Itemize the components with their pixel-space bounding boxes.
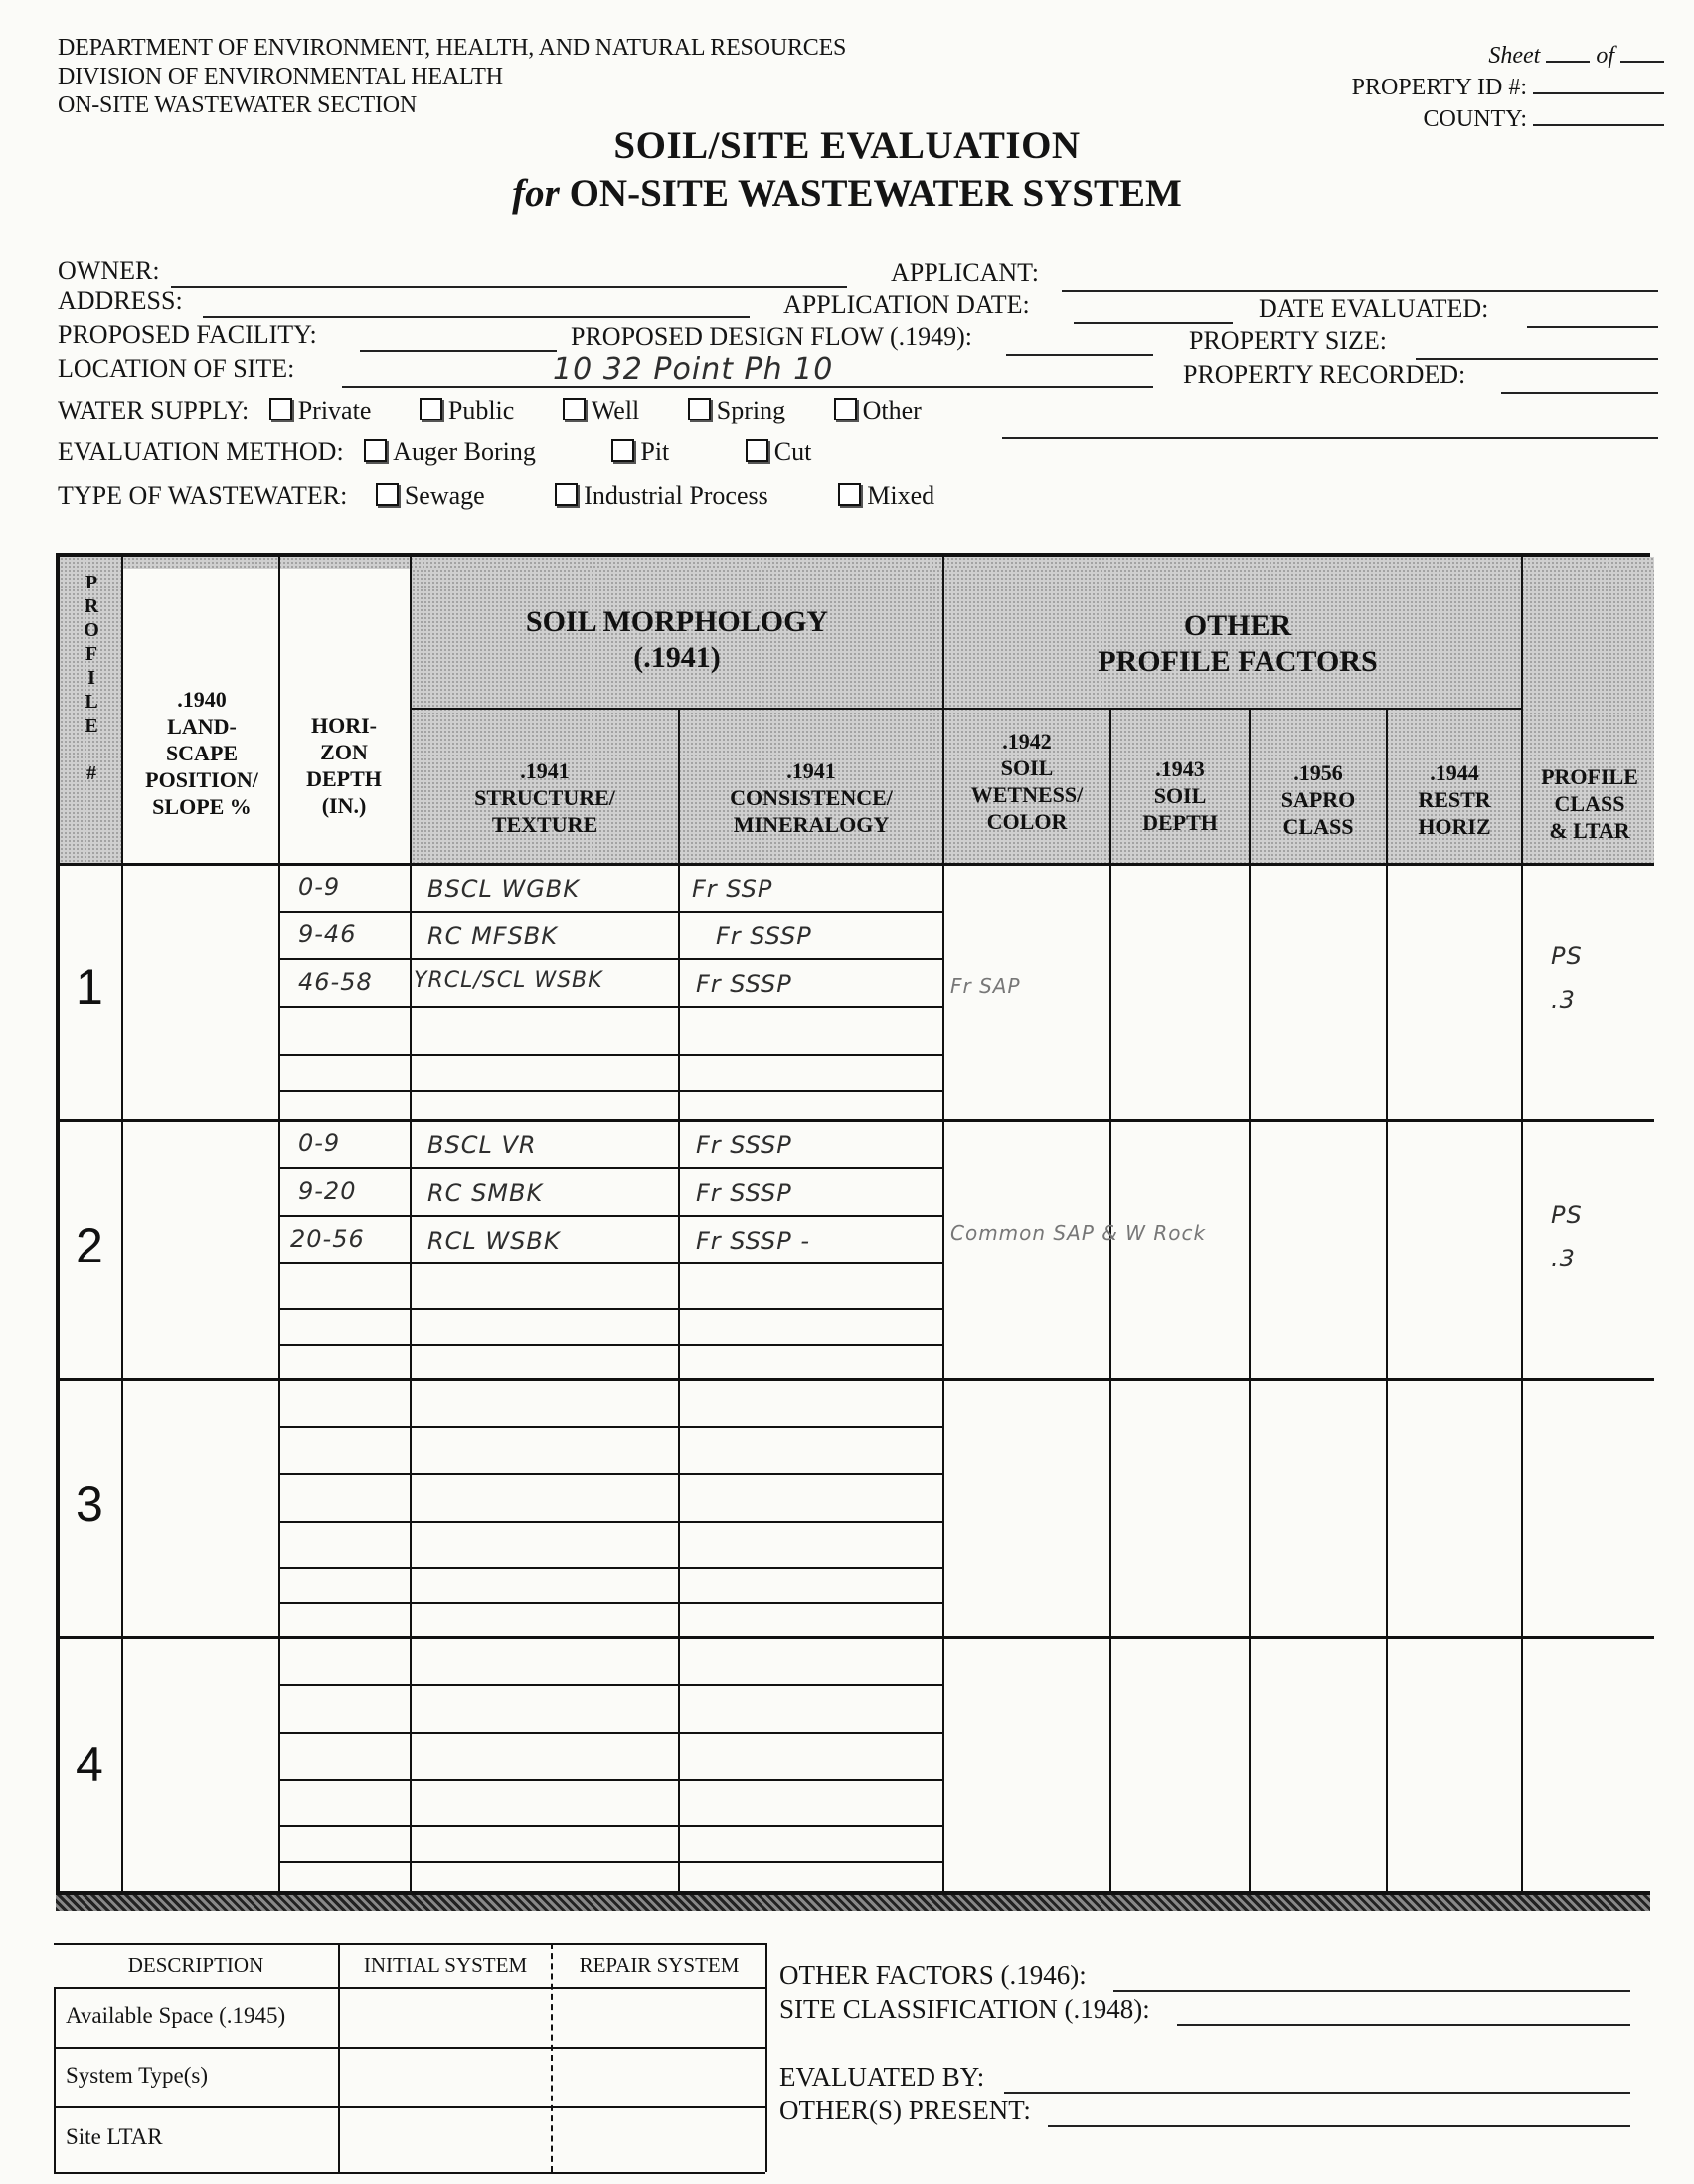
soil-wetness-cell[interactable]: Common SAP & W Rock bbox=[950, 1221, 1207, 1245]
wastewater-type-label: TYPE OF WASTEWATER: bbox=[58, 481, 348, 510]
proposed-facility-field[interactable] bbox=[360, 350, 557, 352]
profile-number: 1 bbox=[76, 959, 103, 1015]
column-divider bbox=[278, 557, 280, 1891]
column-divider bbox=[1521, 557, 1523, 1891]
column-divider bbox=[1386, 708, 1388, 1891]
horizon-row-line bbox=[278, 1567, 942, 1569]
table-bottom-border bbox=[56, 1895, 1650, 1911]
horizon-row-line bbox=[278, 1779, 942, 1781]
horizon-depth-cell[interactable]: 20-56 bbox=[290, 1225, 365, 1253]
horizon-row-line bbox=[278, 1684, 942, 1686]
form-title: SOIL/SITE EVALUATION bbox=[613, 124, 1081, 167]
checkbox-icon[interactable] bbox=[838, 483, 861, 506]
department-name: DEPARTMENT OF ENVIRONMENT, HEALTH, AND NATURAL RESOURCES bbox=[58, 35, 847, 61]
checkbox-icon[interactable] bbox=[376, 483, 399, 506]
checkbox-icon[interactable] bbox=[420, 398, 442, 420]
method-auger-option[interactable]: Auger Boring bbox=[364, 437, 536, 467]
water-private-option[interactable]: Private bbox=[269, 396, 372, 425]
horizon-row-line bbox=[278, 1732, 942, 1734]
table-line bbox=[54, 2172, 765, 2174]
water-public-option[interactable]: Public bbox=[420, 396, 514, 425]
checkbox-icon[interactable] bbox=[269, 398, 292, 420]
wastewater-type-row bbox=[58, 481, 976, 511]
structure-texture-header: .1941 STRUCTURE/ TEXTURE bbox=[474, 758, 615, 837]
other-factors-field[interactable] bbox=[1113, 1990, 1630, 1992]
water-spring-option[interactable]: Spring bbox=[688, 396, 785, 425]
checkbox-icon[interactable] bbox=[746, 439, 768, 462]
horizon-row-line bbox=[278, 911, 942, 913]
column-divider bbox=[1249, 708, 1251, 1891]
profile-number: 3 bbox=[76, 1476, 103, 1532]
application-date-field[interactable] bbox=[1074, 322, 1233, 324]
horizon-row-line bbox=[278, 1426, 942, 1428]
profile-number: 4 bbox=[76, 1737, 103, 1792]
property-recorded-field[interactable] bbox=[1501, 392, 1658, 394]
evaluation-method-label: EVALUATION METHOD: bbox=[58, 437, 344, 466]
horizon-row-line bbox=[278, 1006, 942, 1008]
landscape-position-header: .1940 LAND- SCAPE POSITION/ SLOPE % bbox=[145, 687, 258, 819]
sapro-class-header: .1956 SAPRO CLASS bbox=[1280, 760, 1356, 839]
horizon-row-line bbox=[278, 1054, 942, 1056]
site-classification-label: SITE CLASSIFICATION (.1948): bbox=[779, 1994, 1150, 2024]
soil-depth-header: .1943 SOIL DEPTH bbox=[1142, 756, 1218, 835]
sheet-info bbox=[1352, 40, 1664, 135]
profile-separator bbox=[60, 1119, 1654, 1122]
profile-class-cell[interactable]: PS .3 bbox=[1551, 942, 1583, 1014]
structure-cell[interactable]: BSCL WGBK bbox=[427, 875, 580, 903]
others-present-field[interactable] bbox=[1048, 2125, 1630, 2127]
date-evaluated-field[interactable] bbox=[1527, 326, 1658, 328]
property-id-field[interactable] bbox=[1533, 73, 1664, 94]
table-line bbox=[54, 1987, 56, 2172]
system-types-label: System Type(s) bbox=[66, 2063, 208, 2088]
column-divider bbox=[942, 557, 944, 1891]
initial-system-header: INITIAL SYSTEM bbox=[363, 1953, 528, 1977]
owner-field[interactable] bbox=[171, 286, 847, 288]
county-label: COUNTY: bbox=[1423, 106, 1527, 132]
header-divider bbox=[410, 708, 1521, 710]
division-name: DIVISION OF ENVIRONMENTAL HEALTH bbox=[58, 64, 503, 89]
water-supply-row bbox=[58, 396, 922, 425]
horizon-row-line bbox=[278, 1602, 942, 1604]
soil-wetness-cell[interactable]: Fr SAP bbox=[950, 974, 1021, 998]
wastewater-mixed-option[interactable]: Mixed bbox=[838, 481, 934, 511]
owner-label: OWNER: bbox=[58, 256, 160, 285]
available-space-label: Available Space (.1945) bbox=[66, 2003, 286, 2028]
other-factors-label: OTHER FACTORS (.1946): bbox=[779, 1960, 1087, 1990]
table-line bbox=[54, 1987, 765, 1989]
horizon-depth-cell[interactable]: 9-46 bbox=[298, 921, 357, 948]
header-bottom-line bbox=[60, 863, 1654, 866]
profile-number: 2 bbox=[76, 1218, 103, 1273]
design-flow-field[interactable] bbox=[1006, 354, 1153, 356]
profile-number-header: P R O F I L E # bbox=[84, 572, 99, 784]
horizon-row-line bbox=[278, 1344, 942, 1346]
checkbox-icon[interactable] bbox=[563, 398, 586, 420]
location-value: 10 32 Point Ph 10 bbox=[553, 352, 834, 387]
table-line bbox=[765, 1943, 767, 2172]
application-date-label: APPLICATION DATE: bbox=[783, 290, 1030, 319]
consistence-cell[interactable]: Fr SSSP bbox=[696, 1131, 792, 1159]
horizon-depth-cell[interactable]: 0-9 bbox=[298, 873, 341, 901]
form-subtitle: for ON-SITE WASTEWATER SYSTEM bbox=[512, 172, 1182, 215]
other-profile-factors-header: OTHER PROFILE FACTORS bbox=[1098, 609, 1378, 678]
applicant-label: APPLICANT: bbox=[891, 258, 1039, 287]
column-divider bbox=[410, 557, 412, 1891]
design-flow-label: PROPOSED DESIGN FLOW (.1949): bbox=[571, 322, 972, 351]
consistence-cell[interactable]: Fr SSSP bbox=[716, 923, 812, 950]
horizon-depth-cell[interactable]: 9-20 bbox=[298, 1177, 357, 1205]
consistence-cell[interactable]: Fr SSSP - bbox=[696, 1227, 811, 1255]
water-other-option[interactable]: Other bbox=[834, 396, 922, 425]
evaluated-by-field[interactable] bbox=[1004, 2092, 1630, 2094]
consistence-header: .1941 CONSISTENCE/ MINERALOGY bbox=[730, 758, 893, 837]
evaluation-method-row bbox=[58, 437, 853, 467]
horizon-row-line bbox=[278, 1473, 942, 1475]
property-recorded-label: PROPERTY RECORDED: bbox=[1183, 360, 1466, 389]
of-label: of bbox=[1596, 43, 1614, 69]
structure-cell[interactable]: YRCL/SCL WSBK bbox=[414, 968, 603, 993]
horizon-row-line bbox=[278, 1861, 942, 1863]
consistence-cell[interactable]: Fr SSP bbox=[692, 875, 773, 903]
agency-header bbox=[58, 34, 846, 120]
others-present-label: OTHER(S) PRESENT: bbox=[779, 2096, 1031, 2125]
horizon-depth-header: HORI- ZON DEPTH (IN.) bbox=[306, 713, 382, 818]
horizon-depth-cell[interactable]: 46-58 bbox=[298, 968, 373, 996]
water-other-field[interactable] bbox=[1002, 437, 1658, 439]
consistence-cell[interactable]: Fr SSSP bbox=[696, 970, 792, 998]
water-supply-label: WATER SUPPLY: bbox=[58, 396, 250, 424]
structure-cell[interactable]: RCL WSBK bbox=[427, 1227, 561, 1255]
structure-cell[interactable]: BSCL VR bbox=[427, 1131, 537, 1159]
sheet-number-field[interactable] bbox=[1546, 41, 1590, 63]
applicant-field[interactable] bbox=[1062, 290, 1658, 292]
section-name: ON-SITE WASTEWATER SECTION bbox=[58, 92, 417, 118]
profile-separator bbox=[60, 1378, 1654, 1381]
table-line bbox=[54, 1943, 765, 1945]
table-line bbox=[54, 2106, 765, 2108]
profile-separator bbox=[60, 1636, 1654, 1639]
method-cut-option[interactable]: Cut bbox=[746, 437, 812, 467]
proposed-facility-label: PROPOSED FACILITY: bbox=[58, 320, 317, 349]
repair-system-header: REPAIR SYSTEM bbox=[579, 1953, 740, 1977]
site-ltar-label: Site LTAR bbox=[66, 2124, 163, 2149]
profile-class-header: PROFILE CLASS & LTAR bbox=[1541, 764, 1638, 843]
checkbox-icon[interactable] bbox=[364, 439, 387, 462]
column-divider bbox=[121, 557, 123, 1891]
evaluated-by-label: EVALUATED BY: bbox=[779, 2062, 985, 2092]
wastewater-sewage-option[interactable]: Sewage bbox=[376, 481, 485, 511]
soil-wetness-header: .1942 SOIL WETNESS/ COLOR bbox=[970, 729, 1084, 834]
checkbox-icon[interactable] bbox=[834, 398, 857, 420]
checkbox-icon[interactable] bbox=[688, 398, 711, 420]
sheet-label: Sheet bbox=[1488, 43, 1541, 69]
water-well-option[interactable]: Well bbox=[563, 396, 639, 425]
address-label: ADDRESS: bbox=[58, 286, 183, 315]
restr-horiz-header: .1944 RESTR HORIZ bbox=[1418, 760, 1491, 839]
column-divider bbox=[678, 708, 680, 1891]
address-field[interactable] bbox=[203, 316, 750, 318]
checkbox-icon[interactable] bbox=[555, 483, 578, 506]
site-classification-field[interactable] bbox=[1177, 2024, 1630, 2026]
soil-morphology-header: SOIL MORPHOLOGY (.1941) bbox=[525, 605, 829, 674]
location-label: LOCATION OF SITE: bbox=[58, 354, 295, 383]
horizon-row-line bbox=[278, 1308, 942, 1310]
structure-cell[interactable]: RC SMBK bbox=[427, 1179, 544, 1207]
method-pit-option[interactable]: Pit bbox=[611, 437, 669, 467]
horizon-row-line bbox=[278, 1167, 942, 1169]
horizon-row-line bbox=[278, 1215, 942, 1217]
horizon-row-line bbox=[278, 1521, 942, 1523]
property-id-label: PROPERTY ID #: bbox=[1351, 75, 1527, 100]
profile-class-cell[interactable]: PS .3 bbox=[1551, 1201, 1583, 1272]
sheet-total-field[interactable] bbox=[1620, 41, 1664, 63]
header-shade bbox=[1521, 569, 1654, 714]
horizon-row-line bbox=[278, 958, 942, 960]
consistence-cell[interactable]: Fr SSSP bbox=[696, 1179, 792, 1207]
table-line bbox=[54, 2047, 765, 2049]
soil-evaluation-table bbox=[56, 553, 1650, 1895]
date-evaluated-label: DATE EVALUATED: bbox=[1259, 294, 1489, 323]
header-shade bbox=[123, 557, 1654, 569]
horizon-row-line bbox=[278, 1262, 942, 1264]
horizon-row-line bbox=[278, 1825, 942, 1827]
wastewater-industrial-option[interactable]: Industrial Process bbox=[555, 481, 768, 511]
checkbox-icon[interactable] bbox=[611, 439, 634, 462]
horizon-row-line bbox=[278, 1090, 942, 1092]
horizon-depth-cell[interactable]: 0-9 bbox=[298, 1129, 341, 1157]
system-summary-table bbox=[54, 1943, 765, 2174]
structure-cell[interactable]: RC MFSBK bbox=[427, 923, 559, 950]
property-size-label: PROPERTY SIZE: bbox=[1189, 326, 1387, 355]
description-header: DESCRIPTION bbox=[127, 1953, 264, 1977]
column-divider bbox=[1109, 708, 1111, 1891]
